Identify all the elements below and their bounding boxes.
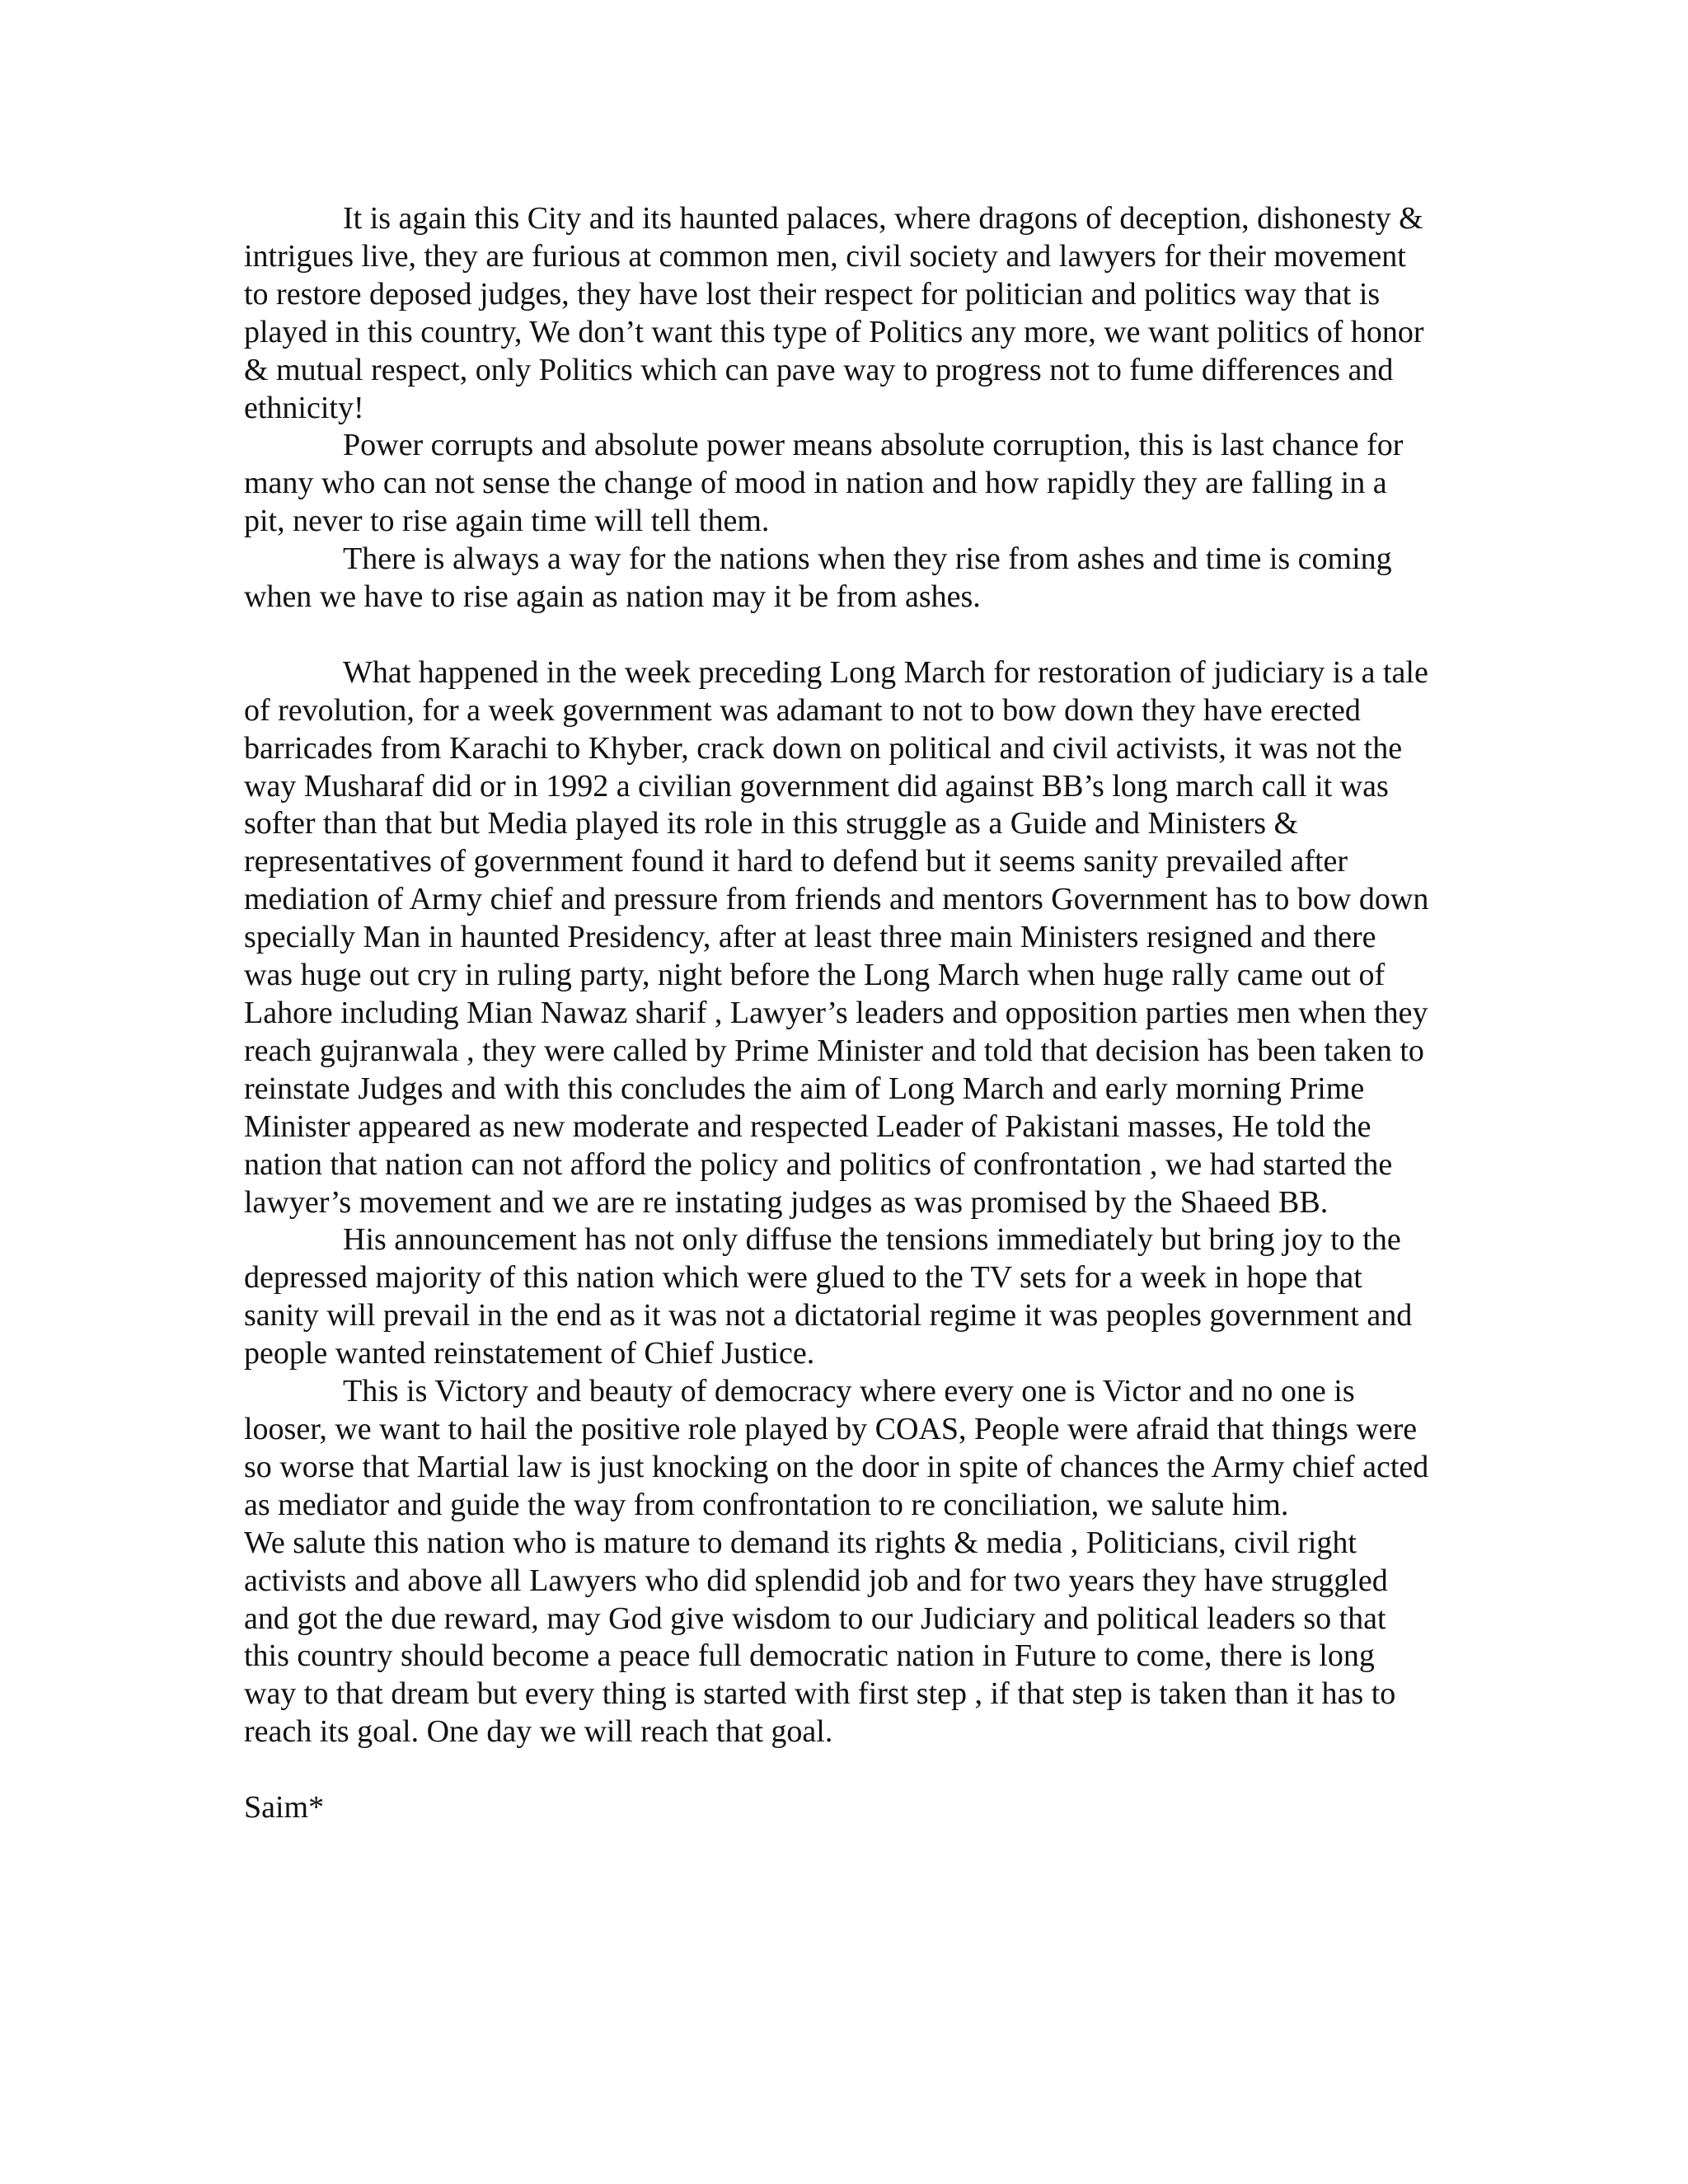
paragraph-5: His announcement has not only diffuse the tensions immediately but bring joy to the depressed majority of this nation which were glued to the TV sets for a week in hope that sanity will prevail in the end as it was not a dictatorial regime it was peoples government and people wanted reinstatement of Chief Justice. (244, 1222, 1413, 1371)
paragraph-6: This is Victory and beauty of democracy where every one is Victor and no one is looser, we want to hail the positive role played by COAS, People were afraid that things were so worse that Martial law is just knocking on the door in spite of chances the Army chief acted as mediator and guide the way from confrontation to re conciliation, we salute him. (244, 1374, 1429, 1522)
paragraph-3: There is always a way for the nations when they rise from ashes and time is coming when we have to rise again as nation may it be from ashes. (244, 541, 1392, 615)
paragraph-4: What happened in the week preceding Long March for restoration of judiciary is a tale of revolution, for a week government was adamant to not to bow down they have erected barricades from Karachi to Khyber, crack down on political and civil activists, it was not the way Musharaf did or in 1992 a civilian government did against BB’s long march call it was softer than that but Media played its role in this struggle as a Guide and Ministers & representatives of government found it hard to defend but it seems sanity prevailed after mediation of Army chief and pressure from friends and mentors Government has to bow down specially Man in haunted Presidency, after at least three main Ministers resigned and there was huge out cry in ruling party, night before the Long March when huge rally came out of Lahore including Mian Nawaz sharif , Lawyer’s leaders and opposition parties men when they reach gujranwala , they were called by Prime Minister and told that decision has been taken to reinstate Judges and with this concludes the aim of Long March and early morning Prime Minister appeared as new moderate and respected Leader of Pakistani masses, He told the nation that nation can not afford the policy and politics of confrontation , we had started the lawyer’s movement and we are re instating judges as was promised by the Shaeed BB. (244, 654, 1429, 1220)
paragraph-1: It is again this City and its haunted palaces, where dragons of deception, dishonesty & intrigues live, they are furious at common men, civil society and lawyers for their movement to restore deposed judges, they have lost their respect for politician and politics way that is played in this country, We don’t want this type of Politics any more, we want politics of honor & mutual respect, only Politics which can pave way to progress not to fume differences and ethnicity! (244, 201, 1424, 425)
document-body (244, 200, 1431, 1827)
paragraph-2: Power corrupts and absolute power means absolute corruption, this is last chance for many who can not sense the change of mood in nation and how rapidly they are falling in a pit, never to rise again time will tell them. (244, 428, 1404, 539)
paragraph-7: We salute this nation who is mature to demand its rights & media , Politicians, civil right activists and above all Lawyers who did splendid job and for two years they have struggled and got the due reward, may God give wisdom to our Judiciary and political leaders so that this country should become a peace full democratic nation in Future to come, there is long way to that dream but every thing is started with first step , if that step is taken than it has to reach its goal. One day we will reach that goal. (244, 1525, 1396, 1750)
signature: Saim* (244, 1790, 325, 1825)
